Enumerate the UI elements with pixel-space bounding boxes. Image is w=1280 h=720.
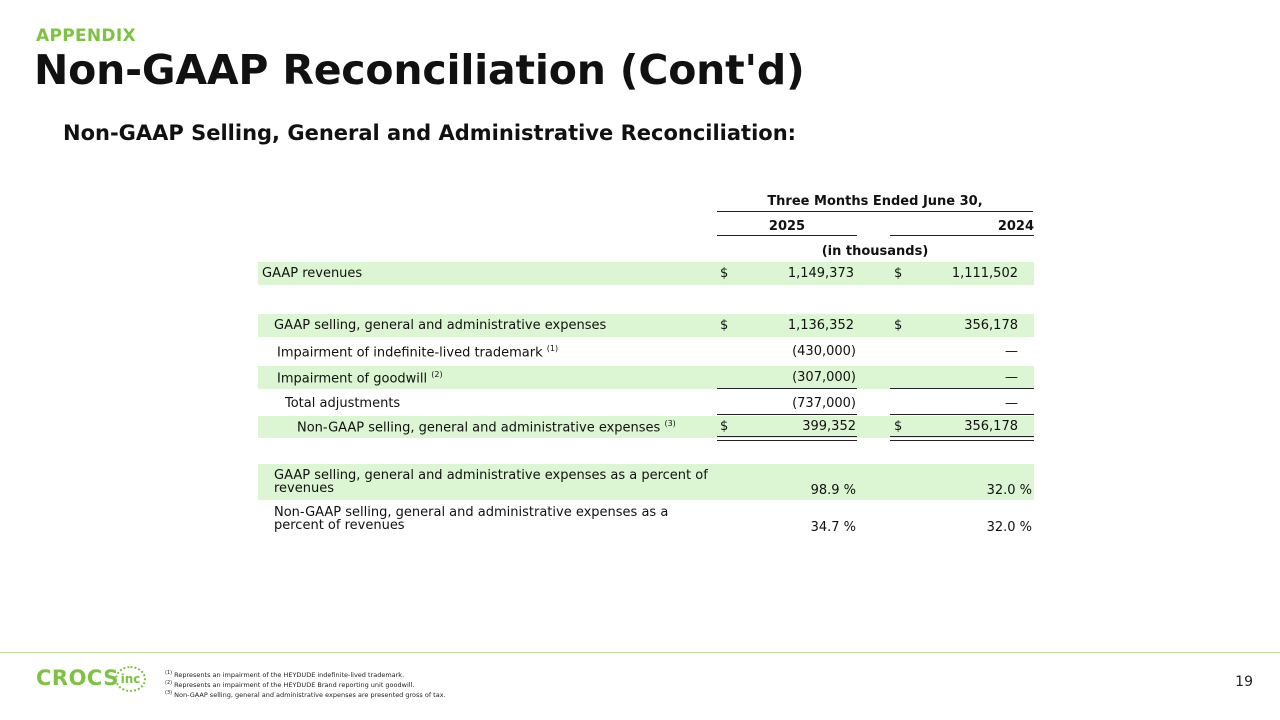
row-label: Total adjustments: [285, 396, 401, 411]
table-row: [258, 340, 1034, 363]
footer-divider: [0, 652, 1280, 653]
column-header-2024: 2024: [997, 219, 1034, 234]
value-2025: (430,000): [792, 344, 856, 359]
footnote: [165, 680, 414, 689]
row-label: [274, 469, 708, 495]
value-2024: —: [1005, 370, 1018, 385]
units-label: (in thousands): [821, 244, 929, 259]
value-2025: (307,000): [792, 370, 856, 385]
value-2025: 98.9 %: [810, 483, 856, 498]
dollar-sign: $: [720, 419, 729, 434]
row-label-line: GAAP selling, general and administrative expenses as a percent of: [274, 468, 708, 483]
footnote-number: (3): [165, 690, 173, 696]
crocs-inc-badge: inc: [115, 666, 146, 692]
footnote: [165, 690, 446, 699]
footnote-text: Represents an impairment of the HEYDUDE indefinite-lived trademark.: [174, 671, 405, 680]
dollar-sign: $: [894, 318, 903, 333]
crocs-logo: CROCS: [36, 666, 119, 690]
value-2025: 1,136,352: [787, 318, 854, 333]
value-2024: 32.0 %: [986, 520, 1032, 535]
table-row: [258, 416, 1034, 438]
row-label: [297, 419, 676, 435]
total-rule-2025: [717, 414, 857, 415]
dollar-sign: $: [720, 318, 729, 333]
column-rule-2025: [717, 235, 857, 236]
value-2025: 34.7 %: [810, 520, 856, 535]
row-label-text: Impairment of indefinite-lived trademark: [277, 345, 543, 361]
table-row: [258, 314, 1034, 337]
value-2024: 356,178: [964, 419, 1018, 434]
table-row: [258, 392, 1034, 415]
page-subtitle: Non-GAAP Selling, General and Administrative Reconciliation:: [63, 121, 797, 145]
footnote-ref: (2): [431, 370, 443, 379]
total-rule-2024: [890, 414, 1034, 415]
table-row: [258, 262, 1034, 285]
table-row: [258, 464, 1034, 500]
value-2024: 356,178: [964, 318, 1018, 333]
footnote-number: (2): [165, 680, 173, 686]
period-header: Three Months Ended June 30,: [767, 194, 983, 209]
footnote-ref: (3): [664, 419, 676, 428]
row-label-line: percent of revenues: [274, 518, 405, 533]
footnote-number: (1): [165, 670, 173, 676]
value-2024: —: [1005, 344, 1018, 359]
row-label: GAAP selling, general and administrative expenses: [274, 318, 607, 333]
header-rule: [717, 211, 1033, 212]
value-2025: (737,000): [792, 396, 856, 411]
value-2024: 32.0 %: [986, 483, 1032, 498]
dollar-sign: $: [720, 266, 729, 281]
row-label-text: Impairment of goodwill: [277, 371, 428, 387]
subtotal-rule-2025: [717, 388, 857, 389]
column-rule-2024: [890, 235, 1034, 236]
table-row: [258, 503, 1034, 539]
page-title: Non-GAAP Reconciliation (Cont'd): [34, 46, 805, 94]
column-header-2025: 2025: [768, 219, 806, 234]
table-row: [258, 366, 1034, 389]
page-number: 19: [1235, 674, 1253, 690]
dollar-sign: $: [894, 419, 903, 434]
subtotal-rule-2024: [890, 388, 1034, 389]
value-2025: 399,352: [802, 419, 856, 434]
row-label: GAAP revenues: [262, 266, 363, 281]
grand-total-rule-2025: [717, 436, 857, 441]
footnote: [165, 670, 404, 679]
footnote-text: Represents an impairment of the HEYDUDE Brand reporting unit goodwill.: [174, 681, 415, 690]
row-label: [274, 506, 668, 532]
section-label: APPENDIX: [36, 26, 136, 46]
row-label-line: Non-GAAP selling, general and administrative expenses as a: [274, 505, 669, 520]
value-2024: —: [1005, 396, 1018, 411]
row-label-line: revenues: [274, 481, 334, 496]
footnote-ref: (1): [546, 344, 559, 353]
value-2025: 1,149,373: [787, 266, 854, 281]
grand-total-rule-2024: [890, 436, 1034, 441]
value-2024: 1,111,502: [951, 266, 1018, 281]
row-label: [277, 344, 558, 360]
footnote-text: Non-GAAP selling, general and administrative expenses are presented gross of tax.: [174, 691, 446, 700]
dollar-sign: $: [894, 266, 903, 281]
row-label-text: Non-GAAP selling, general and administrative expenses: [297, 420, 661, 436]
row-label: [277, 370, 443, 386]
